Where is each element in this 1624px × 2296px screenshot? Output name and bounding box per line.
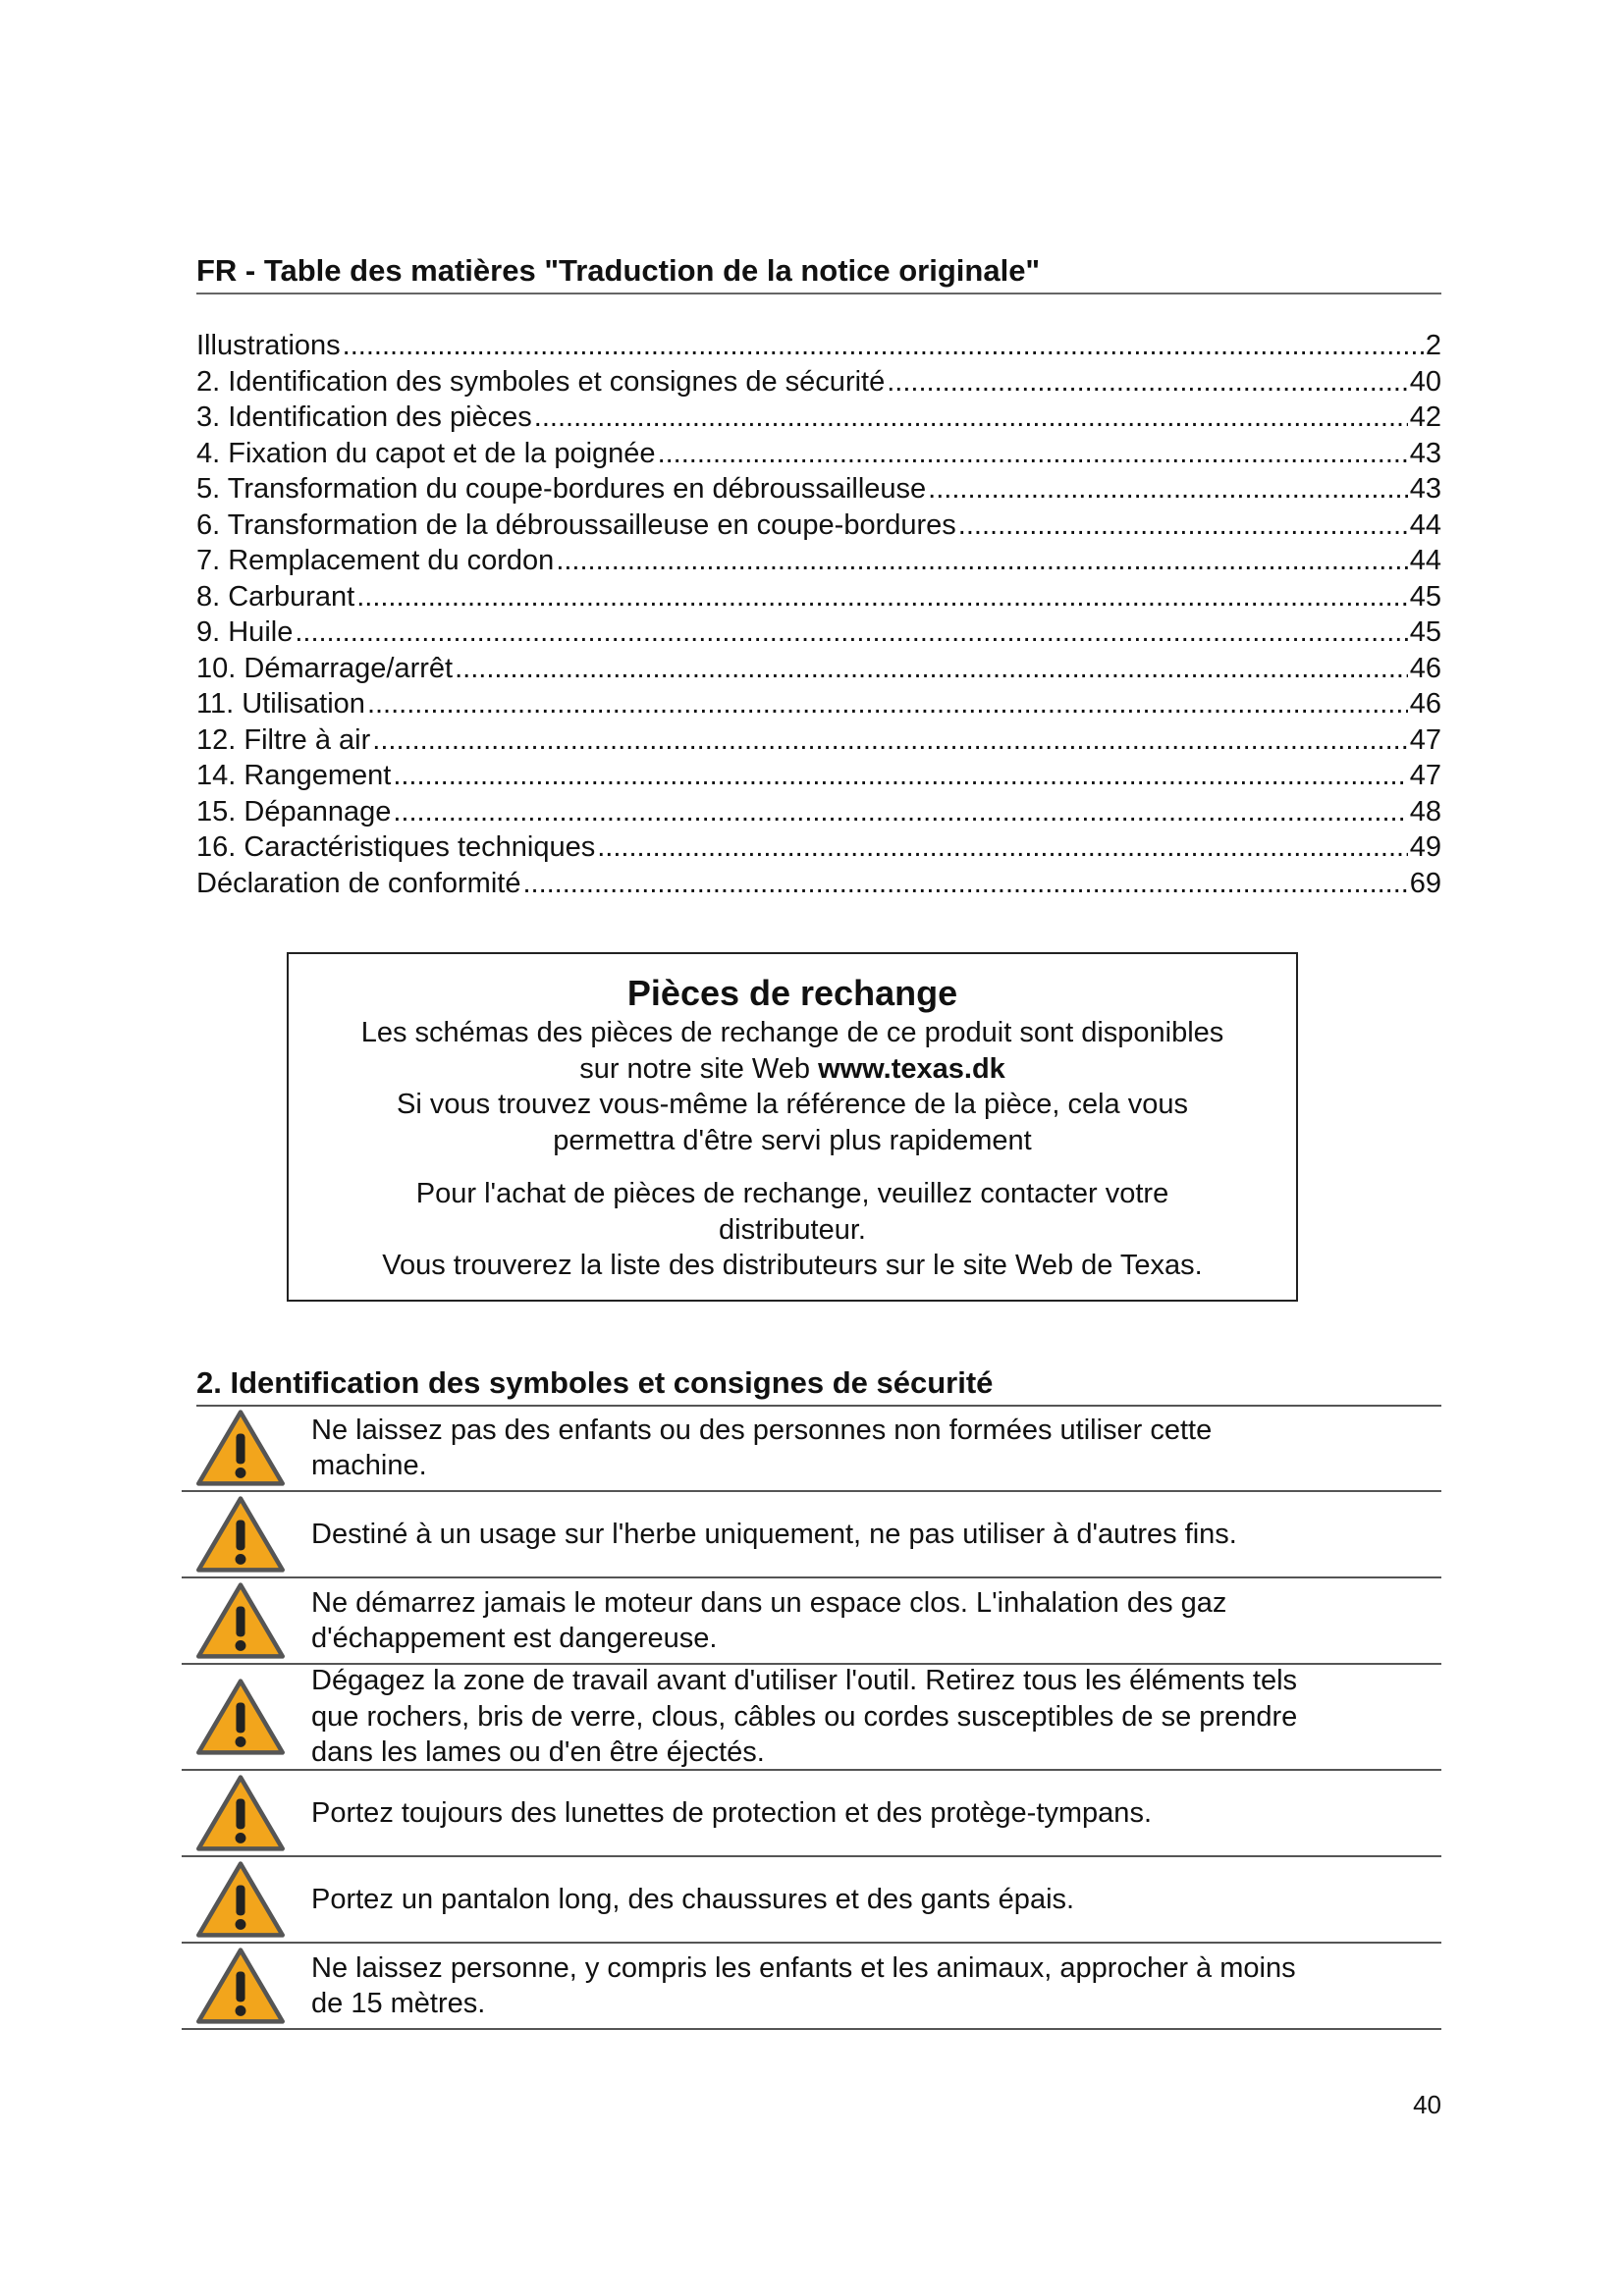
- spare-parts-text: [289, 1051, 1296, 1088]
- toc-entry-label: 5. Transformation du coupe-bordures en débroussailleuse: [196, 473, 927, 505]
- safety-warning-line: machine.: [311, 1450, 427, 1481]
- toc-entry-page: 43: [1409, 437, 1441, 469]
- toc-entry-page: 46: [1409, 688, 1441, 720]
- safety-warning-line: Dégagez la zone de travail avant d'utiliser l'outil. Retirez tous les éléments tels: [311, 1665, 1298, 1697]
- warning-triangle-icon: [182, 1947, 299, 2025]
- toc-entry-label: 10. Démarrage/arrêt: [196, 652, 454, 684]
- safety-warning-line: Ne laissez pas des enfants ou des personnes non formées utiliser cette: [311, 1414, 1213, 1446]
- toc-entry[interactable]: [196, 794, 1441, 830]
- safety-warning-line: Ne laissez personne, y compris les enfants et les animaux, approcher à moins: [311, 1951, 1296, 1984]
- toc-entry-page: 46: [1409, 652, 1441, 684]
- spare-parts-text-prefix: sur notre site Web: [579, 1052, 819, 1085]
- toc-entry-label: 16. Caractéristiques techniques: [196, 831, 596, 863]
- toc-entry-page: 40: [1409, 365, 1441, 398]
- safety-warning: [182, 1406, 1441, 1492]
- toc-entry-label: 3. Identification des pièces: [196, 401, 532, 433]
- toc-entry-label: 2. Identification des symboles et consignes de sécurité: [196, 365, 886, 398]
- toc-leader-dots: [393, 758, 1407, 794]
- safety-warning-text: [299, 1882, 1441, 1918]
- toc-leader-dots: [522, 866, 1407, 902]
- toc-entry-label: 11. Utilisation: [196, 688, 365, 720]
- warning-triangle-icon: [182, 1774, 299, 1852]
- toc-entry[interactable]: [196, 328, 1441, 364]
- toc-entry-page: 47: [1409, 760, 1441, 791]
- safety-warning-line: Portez toujours des lunettes de protection et des protège-tympans.: [311, 1796, 1152, 1829]
- toc-entry-label: 4. Fixation du capot et de la poignée: [196, 437, 656, 469]
- toc-entry-page: 47: [1409, 723, 1441, 756]
- warning-triangle-icon: [182, 1581, 299, 1660]
- toc-entry-label: 12. Filtre à air: [196, 723, 371, 756]
- toc-entry[interactable]: [196, 758, 1441, 794]
- toc-leader-dots: [455, 651, 1408, 687]
- safety-warning-line: Ne démarrez jamais le moteur dans un espace clos. L'inhalation des gaz: [311, 1586, 1227, 1619]
- toc-entry-label: 9. Huile: [196, 616, 294, 648]
- safety-warning-text: [299, 1517, 1441, 1553]
- toc-entry[interactable]: [196, 829, 1441, 866]
- toc-entry[interactable]: [196, 543, 1441, 579]
- safety-warning: [182, 1944, 1441, 2030]
- safety-warning: [182, 1492, 1441, 1578]
- toc-entry-page: 45: [1409, 616, 1441, 648]
- safety-warning-line: de 15 mètres.: [311, 1988, 486, 2019]
- safety-warning-list: [182, 1406, 1441, 2030]
- toc-entry-label: Déclaration de conformité: [196, 867, 521, 899]
- toc-entry-label: 7. Remplacement du cordon: [196, 545, 555, 576]
- toc-entry-label: 6. Transformation de la débroussailleuse en coupe-bordures: [196, 508, 956, 541]
- toc-entry-page: 44: [1409, 508, 1441, 541]
- toc-leader-dots: [887, 364, 1408, 400]
- toc-leader-dots: [597, 829, 1408, 866]
- toc-leader-dots: [958, 507, 1408, 544]
- spare-parts-text: Si vous trouvez vous-même la référence de la pièce, cela vous: [397, 1089, 1188, 1120]
- safety-warning-text: [299, 1663, 1441, 1771]
- page-number: 40: [1413, 2090, 1441, 2119]
- safety-warning-line: dans les lames ou d'en être éjectés.: [311, 1736, 765, 1769]
- toc-entry[interactable]: [196, 471, 1441, 507]
- spare-parts-text: Pour l'achat de pièces de rechange, veuillez contacter votre: [415, 1178, 1169, 1209]
- warning-triangle-icon: [182, 1495, 299, 1574]
- safety-warning-text: [299, 1585, 1441, 1657]
- toc-entry-label: Illustrations: [196, 330, 341, 361]
- toc-list: [196, 328, 1441, 901]
- spare-parts-text: Vous trouverez la liste des distributeurs sur le site Web de Texas.: [382, 1250, 1203, 1281]
- warning-triangle-icon: [182, 1678, 299, 1756]
- spare-parts-title: Pièces de rechange: [626, 973, 958, 1013]
- toc-entry[interactable]: [196, 436, 1441, 472]
- spare-parts-text: Les schémas des pièces de rechange de ce produit sont disponibles: [360, 1017, 1224, 1048]
- toc-entry-page: 45: [1409, 580, 1441, 613]
- toc-entry-page: 49: [1409, 831, 1441, 863]
- warning-triangle-icon: [182, 1409, 299, 1487]
- warning-triangle-icon: [182, 1860, 299, 1939]
- toc-entry-page: 44: [1409, 545, 1441, 576]
- toc-entry[interactable]: [196, 651, 1441, 687]
- safety-warning: [182, 1665, 1441, 1771]
- toc-entry[interactable]: [196, 507, 1441, 544]
- safety-warning: [182, 1857, 1441, 1944]
- toc-entry-label: 14. Rangement: [196, 760, 392, 791]
- toc-entry[interactable]: [196, 614, 1441, 651]
- spare-parts-text: permettra d'être servi plus rapidement: [553, 1124, 1032, 1156]
- safety-warning-text: [299, 1795, 1441, 1832]
- toc-entry-label: 15. Dépannage: [196, 795, 392, 828]
- safety-warning-text: [299, 1950, 1441, 2022]
- safety-warning: [182, 1578, 1441, 1665]
- website-link[interactable]: www.texas.dk: [818, 1052, 1005, 1085]
- toc-leader-dots: [295, 614, 1407, 651]
- toc-entry[interactable]: [196, 866, 1441, 902]
- safety-warning-line: que rochers, bris de verre, clous, câbles ou cordes susceptibles de se prendre: [311, 1700, 1298, 1733]
- toc-entry[interactable]: [196, 579, 1441, 615]
- toc-leader-dots: [367, 686, 1408, 722]
- toc-leader-dots: [343, 328, 1424, 364]
- toc-leader-dots: [356, 579, 1408, 615]
- toc-leader-dots: [928, 471, 1408, 507]
- toc-entry-page: 43: [1409, 473, 1441, 505]
- toc-entry[interactable]: [196, 364, 1441, 400]
- safety-warning-text: [299, 1413, 1441, 1484]
- spare-parts-box: [287, 952, 1298, 1302]
- toc-leader-dots: [556, 543, 1407, 579]
- toc-leader-dots: [658, 436, 1408, 472]
- toc-entry[interactable]: [196, 722, 1441, 759]
- toc-entry[interactable]: [196, 686, 1441, 722]
- toc-entry-page: 42: [1409, 401, 1441, 433]
- spacer: [289, 1158, 1296, 1176]
- spare-parts-text: distributeur.: [719, 1213, 866, 1246]
- safety-section-heading: 2. Identification des symboles et consignes de sécurité: [196, 1363, 1441, 1407]
- toc-entry[interactable]: [196, 400, 1441, 436]
- safety-warning: [182, 1771, 1441, 1857]
- safety-warning-line: Destiné à un usage sur l'herbe uniquement, ne pas utiliser à d'autres fins.: [311, 1518, 1237, 1550]
- toc-entry-label: 8. Carburant: [196, 580, 355, 613]
- toc-leader-dots: [393, 794, 1407, 830]
- toc-entry-page: 48: [1409, 795, 1441, 828]
- toc-leader-dots: [372, 722, 1407, 759]
- safety-warning-line: d'échappement est dangereuse.: [311, 1623, 718, 1654]
- safety-warning-line: Portez un pantalon long, des chaussures et des gants épais.: [311, 1883, 1075, 1915]
- toc-heading: FR - Table des matières "Traduction de la notice originale": [196, 251, 1441, 294]
- toc-entry-page: 2: [1425, 330, 1441, 361]
- toc-entry-page: 69: [1409, 867, 1441, 899]
- toc-leader-dots: [534, 400, 1408, 436]
